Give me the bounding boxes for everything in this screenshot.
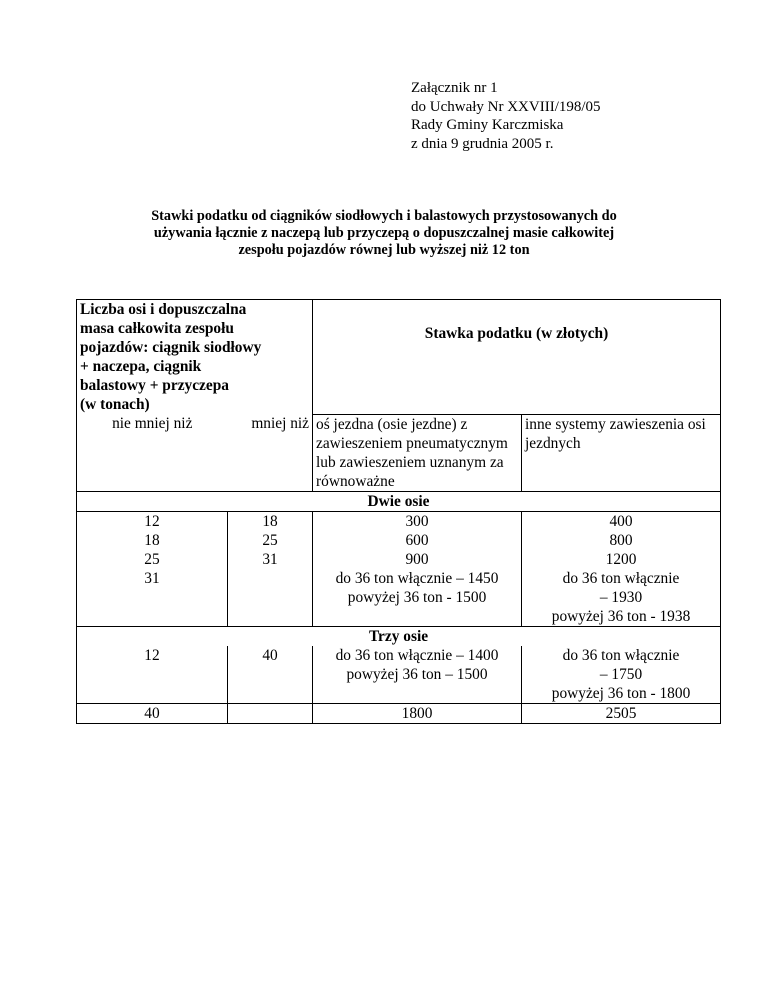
cell-min: 18 xyxy=(77,531,228,550)
table-subheader-row xyxy=(77,414,721,491)
table-row xyxy=(77,511,721,531)
annex-header xyxy=(411,79,601,153)
three-axles-rows xyxy=(77,646,721,724)
header-tax-rate: Stawka podatku (w złotych) xyxy=(313,300,721,415)
header-other: inne systemy zawieszenia osi jezdnych xyxy=(522,414,721,491)
tax-rate-table xyxy=(76,299,721,724)
cell-min: 12 xyxy=(77,511,228,531)
table-row xyxy=(77,703,721,723)
table-header-row xyxy=(77,300,721,415)
cell-pneumatic: do 36 ton włącznie – 1450 powyżej 36 ton - 1500 xyxy=(313,569,522,627)
title-line: używania łącznie z naczepą lub przyczepą o dopuszczalnej masie całkowitej xyxy=(153,225,615,241)
annex-line: Rady Gminy Karczmiska xyxy=(411,117,564,133)
annex-line: do Uchwały Nr XXVIII/198/05 xyxy=(411,98,601,115)
cell-pneumatic: 900 xyxy=(313,550,522,569)
section-three-axles: Trzy osie xyxy=(77,626,721,646)
section-two-axles: Dwie osie xyxy=(77,491,721,511)
table-row xyxy=(77,531,721,550)
cell-other: 2505 xyxy=(522,703,721,723)
cell-min: 25 xyxy=(77,550,228,569)
cell-pneumatic: 300 xyxy=(313,511,522,531)
header-max: mniej niż xyxy=(228,414,313,491)
annex-line: Załącznik nr 1 xyxy=(411,80,498,96)
cell-max: 18 xyxy=(228,511,313,531)
title-line: zespołu pojazdów równej lub wyższej niż 12 ton xyxy=(238,242,530,258)
cell-pneumatic: 600 xyxy=(313,531,522,550)
cell-other: 800 xyxy=(522,531,721,550)
table-row xyxy=(77,550,721,569)
section-row xyxy=(77,626,721,646)
cell-pneumatic: 1800 xyxy=(313,703,522,723)
cell-pneumatic: do 36 ton włącznie – 1400 powyżej 36 ton – 1500 xyxy=(313,646,522,704)
cell-other: do 36 ton włącznie – 1750 powyżej 36 ton - 1800 xyxy=(522,646,721,704)
cell-min: 12 xyxy=(77,646,228,704)
section-row xyxy=(77,491,721,511)
cell-min: 40 xyxy=(77,703,228,723)
two-axles-rows xyxy=(77,511,721,626)
cell-min: 31 xyxy=(77,569,228,627)
header-pneumatic: oś jezdna (osie jezdne) z zawieszeniem pneumatycznym lub zawieszeniem uznanym za równoważne xyxy=(313,414,522,491)
cell-max: 40 xyxy=(228,646,313,704)
cell-max: 25 xyxy=(228,531,313,550)
title-line: Stawki podatku od ciągników siodłowych i balastowych przystosowanych do xyxy=(151,208,617,224)
cell-max xyxy=(228,703,313,723)
table-row xyxy=(77,646,721,704)
table-row xyxy=(77,569,721,627)
cell-other: do 36 ton włącznie – 1930 powyżej 36 ton - 1938 xyxy=(522,569,721,627)
cell-max xyxy=(228,569,313,627)
header-min: nie mniej niż xyxy=(77,414,228,491)
cell-other: 400 xyxy=(522,511,721,531)
annex-line: z dnia 9 grudnia 2005 r. xyxy=(411,135,554,152)
document-title xyxy=(86,208,682,259)
cell-other: 1200 xyxy=(522,550,721,569)
cell-max: 31 xyxy=(228,550,313,569)
header-axles-mass: Liczba osi i dopuszczalna masa całkowita zespołu pojazdów: ciągnik siodłowy + naczepa, ciągnik balastowy + przyczepa (w tonach) xyxy=(77,300,313,415)
